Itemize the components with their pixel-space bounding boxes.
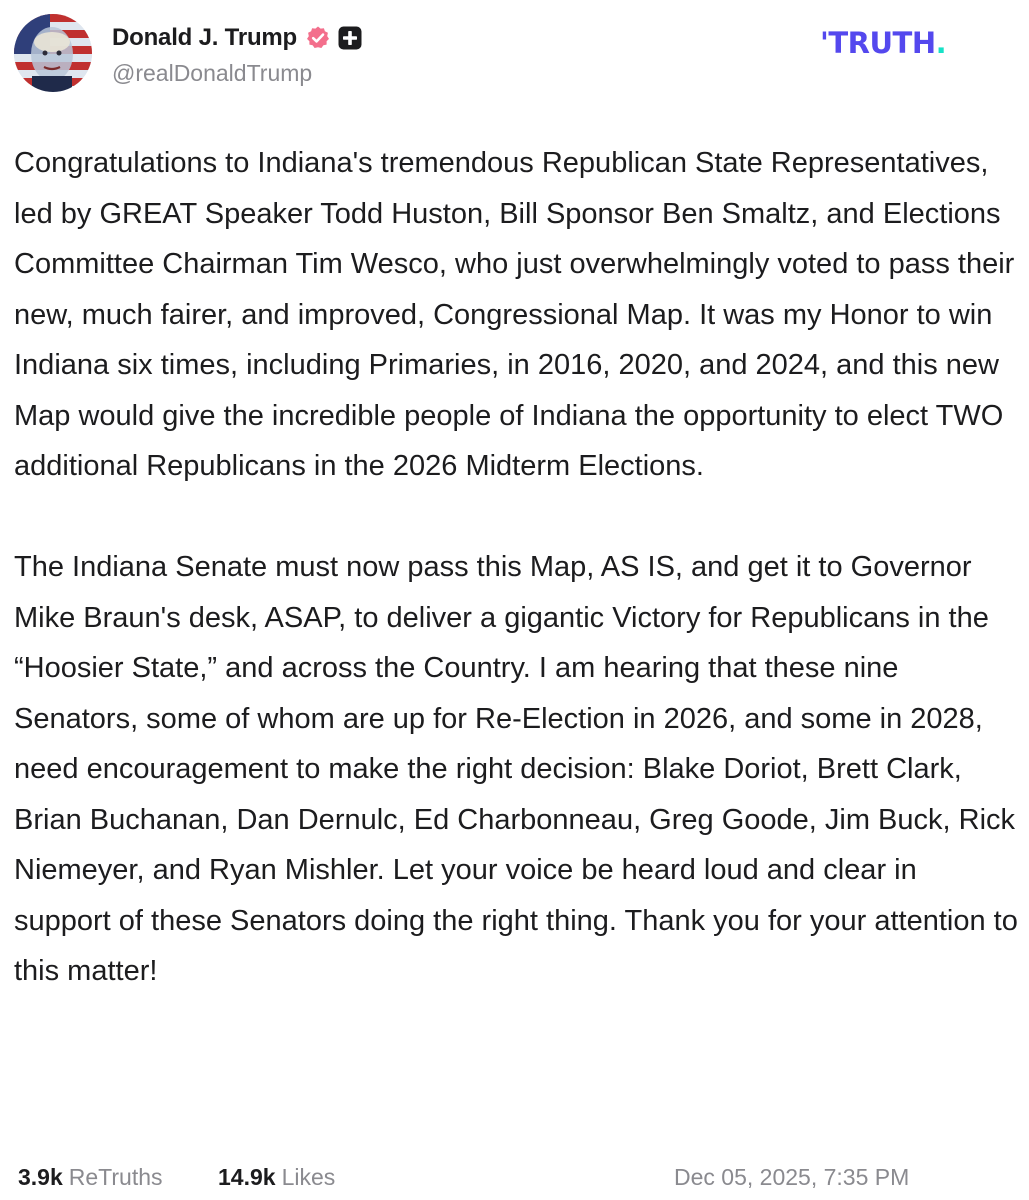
author-display-name[interactable]: Donald J. Trump — [112, 24, 298, 51]
retruths-label: ReTruths — [68, 1164, 163, 1190]
post-timestamp[interactable]: Dec 05, 2025, 7:35 PM — [674, 1164, 910, 1190]
truth-logo-text: TRUTH — [828, 26, 936, 60]
avatar-image — [14, 14, 92, 92]
truth-logo-tick: ' — [820, 26, 829, 60]
post-footer — [14, 1160, 1019, 1196]
verified-badge-icon — [305, 25, 331, 51]
likes-count: 14.9k — [218, 1164, 276, 1190]
flag-portrait-avatar[interactable] — [14, 14, 92, 92]
truth-logo-dot: . — [935, 26, 947, 60]
likes-label: Likes — [281, 1164, 336, 1190]
truth-logo[interactable] — [820, 26, 946, 60]
name-row — [112, 20, 363, 56]
author-identity — [112, 20, 363, 87]
retruths-stat[interactable] — [18, 1164, 163, 1191]
post-paragraph: The Indiana Senate must now pass this Map, AS IS, and get it to Governor Mike Braun's desk, ASAP, to deliver a gigantic Victory for Republicans in the “Hoosier State,” and across the Country. I am hearing that these nine Senators, some of whom are up for Re-Election in 2026, and some in 2028, need encouragement to make the right decision: Blake Doriot, Brett Clark, Brian Buchanan, Dan Dernulc, Ed Charbonneau, Greg Goode, Jim Buck, Rick Niemeyer, and Ryan Mishler. Let your voice be heard loud and clear in support of these Senators doing the right thing. Thank you for your attention to this matter! — [14, 551, 1018, 987]
post-paragraph: Congratulations to Indiana's tremendous Republican State Representatives, led by GREAT Speaker Todd Huston, Bill Sponsor Ben Smaltz, and Elections Committee Chairman Tim Wesco, who just overwhelmingly voted to pass their new, much fairer, and improved, Congressional Map. It was my Honor to win Indiana six times, including Primaries, in 2016, 2020, and 2024, and this new Map would give the incredible people of Indiana the opportunity to elect TWO additional Republicans in the 2026 Midterm Elections. — [14, 147, 1015, 482]
plus-badge-icon — [337, 25, 363, 51]
post-content — [14, 138, 1019, 997]
author-handle[interactable]: @realDonaldTrump — [112, 60, 313, 86]
retruths-count: 3.9k — [18, 1164, 63, 1190]
post-header — [14, 14, 1014, 98]
likes-stat[interactable] — [218, 1164, 335, 1191]
